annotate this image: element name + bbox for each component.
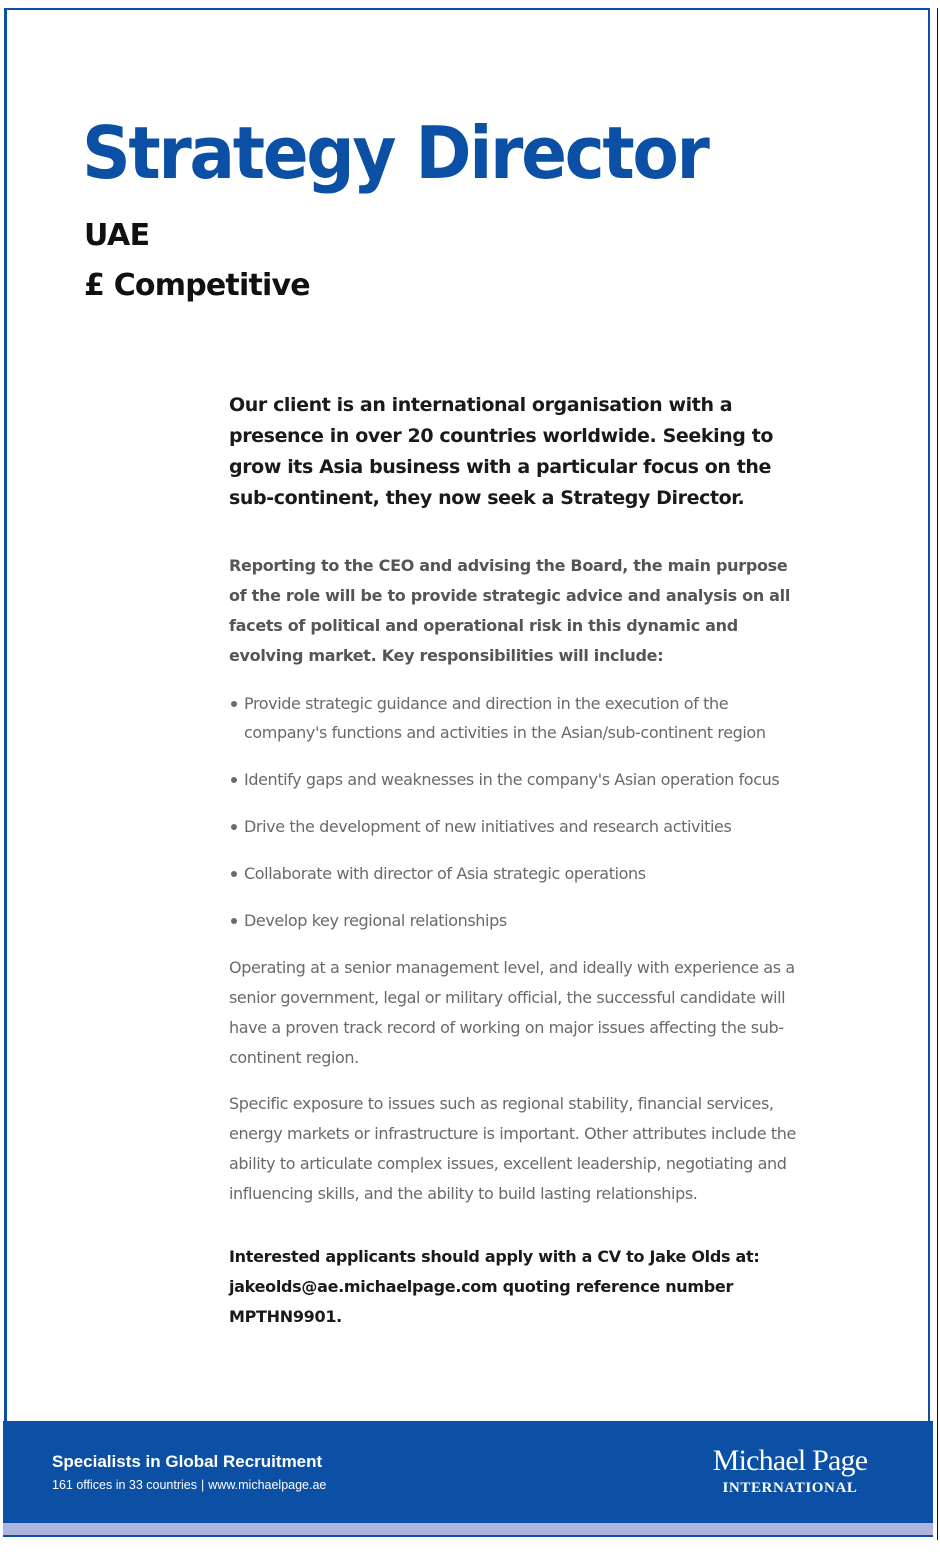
footer-stripe	[3, 1523, 933, 1535]
logo-subtitle: INTERNATIONAL	[722, 1480, 858, 1496]
logo-name: Michael Page	[712, 1444, 868, 1477]
list-item	[229, 765, 799, 794]
attributes-paragraph: Specific exposure to issues such as regional stability, financial services, energy markets or infrastructure is important. Other attributes include the ability to articulate complex issues, excellent leadership, negotiating and influencing skills, and the ability to build lasting relationships.	[229, 1094, 796, 1203]
list-item	[229, 859, 799, 888]
responsibility-text: Drive the development of new initiatives and research activities	[244, 817, 732, 836]
intro-paragraph: Our client is an international organisation with a presence in over 20 countries worldwide. Seeking to grow its Asia business with a particular focus on the sub-continent, they now seek a Strategy Director.	[229, 394, 774, 509]
job-location: UAE	[84, 218, 150, 253]
footer-contact	[52, 1477, 326, 1493]
bullet-icon	[231, 824, 237, 830]
responsibility-text: Collaborate with director of Asia strategic operations	[244, 864, 646, 883]
bullet-icon	[231, 918, 237, 924]
apply-instructions: Interested applicants should apply with a CV to Jake Olds at: jakeolds@ae.michaelpage.com quoting reference number MPTHN9901.	[229, 1247, 760, 1326]
separator: |	[201, 1478, 205, 1492]
footer-bottom-line	[3, 1535, 933, 1537]
offices-count: 161 offices in 33 countries	[52, 1478, 198, 1492]
job-salary: £ Competitive	[84, 268, 310, 303]
website-link[interactable]: www.michaelpage.ae	[208, 1478, 327, 1492]
bullet-icon	[231, 871, 237, 877]
bullet-icon	[231, 777, 237, 783]
bullet-icon	[231, 701, 237, 707]
list-item	[229, 906, 799, 935]
candidate-paragraph: Operating at a senior management level, and ideally with experience as a senior government, legal or military official, the successful candidate will have a proven track record of working on major issues affecting the sub-continent region.	[229, 958, 795, 1067]
role-purpose-paragraph: Reporting to the CEO and advising the Board, the main purpose of the role will be to provide strategic advice and analysis on all facets of political and operational risk in this dynamic and evolving market. Key responsibilities will include:	[229, 556, 791, 665]
responsibility-text: Develop key regional relationships	[244, 911, 507, 930]
list-item	[229, 812, 799, 841]
responsibility-text: Provide strategic guidance and direction in the execution of the company's functions and activities in the Asian/sub-continent region	[244, 694, 766, 742]
footer-banner	[3, 1421, 933, 1523]
michael-page-logo	[695, 1445, 885, 1497]
job-title: Strategy Director	[82, 111, 708, 195]
responsibilities-list	[229, 689, 799, 953]
list-item	[229, 689, 799, 747]
page-edge-line	[937, 8, 938, 1540]
footer-tagline: Specialists in Global Recruitment	[52, 1452, 323, 1471]
responsibility-text: Identify gaps and weaknesses in the company's Asian operation focus	[244, 770, 780, 789]
